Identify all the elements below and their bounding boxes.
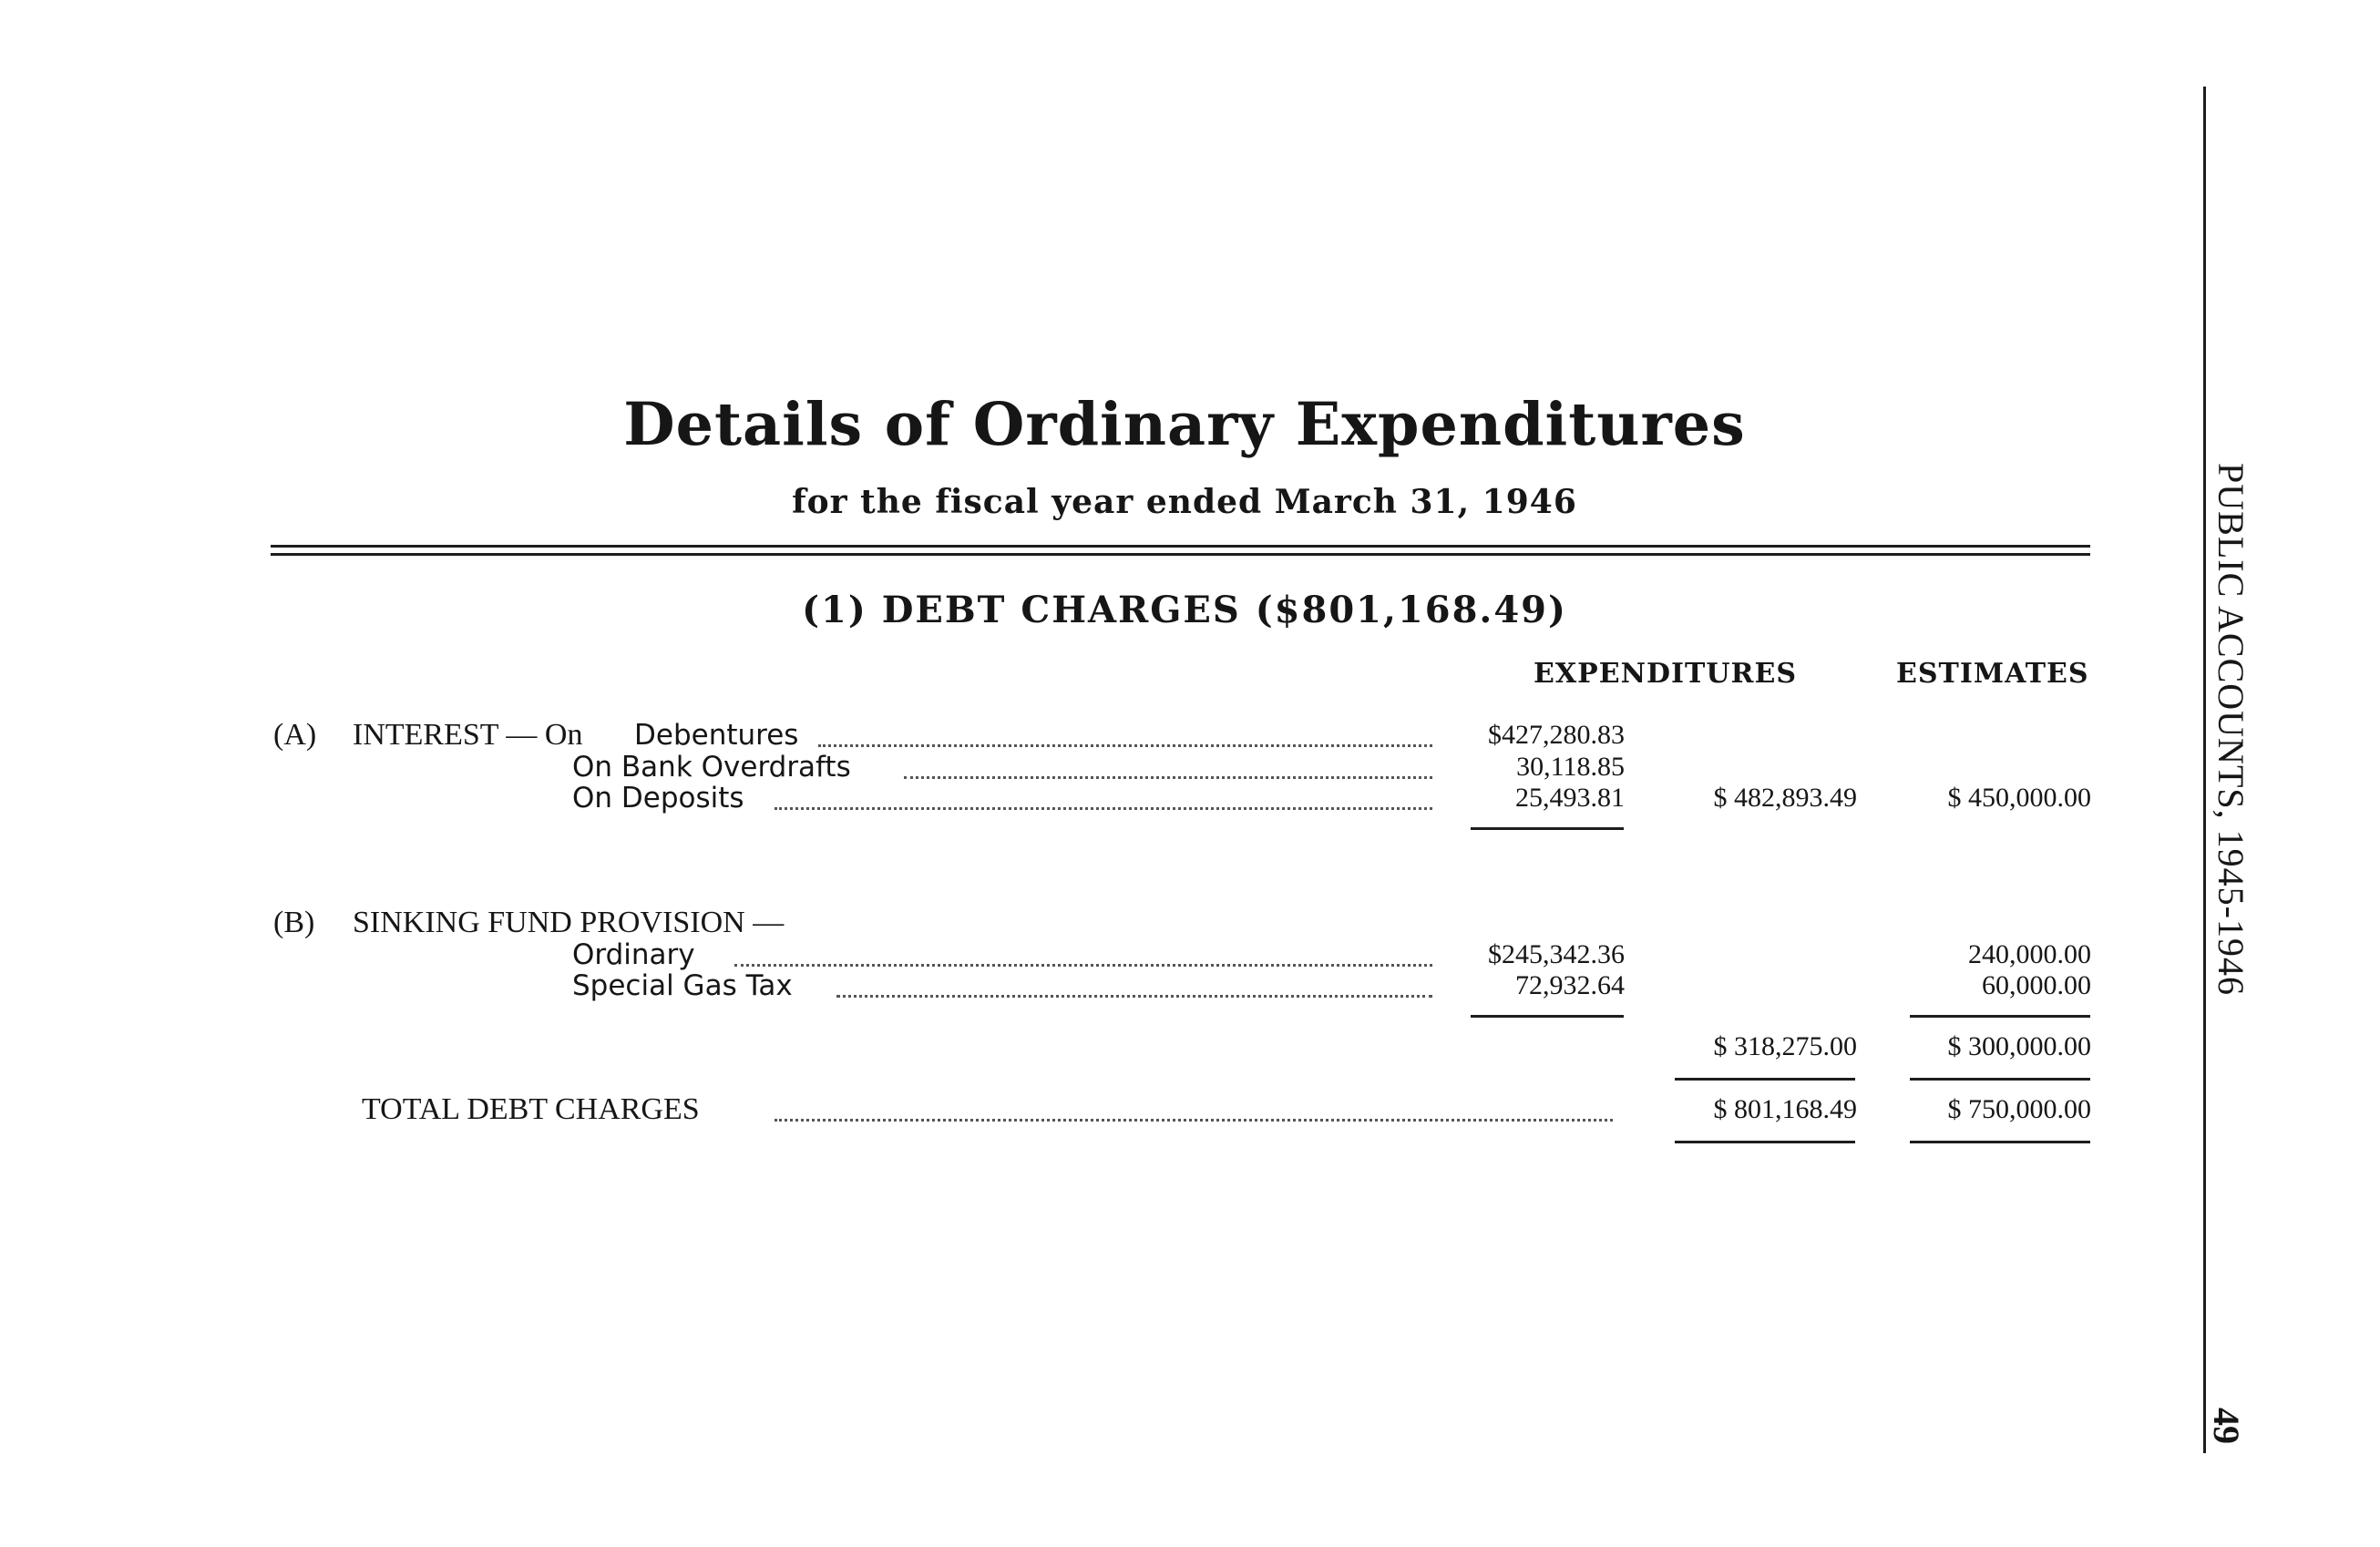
running-head: PUBLIC ACCOUNTS, 1945-1946 <box>2211 463 2252 996</box>
interest-total-estimate: $ 450,000.00 <box>1947 783 2091 813</box>
section-heading: (1) DEBT CHARGES ($801,168.49) <box>802 589 1567 631</box>
interest-item-expenditure: $427,280.83 <box>1488 720 1625 750</box>
leader-dots <box>836 995 1432 998</box>
interest-item-label: Debentures <box>634 719 799 752</box>
sinking-fund-total-estimate: $ 300,000.00 <box>1947 1031 2091 1061</box>
interest-total-expenditure: $ 482,893.49 <box>1713 783 1857 813</box>
sinking-fund-marker: (B) <box>273 906 315 939</box>
column-header-estimates: ESTIMATES <box>1896 658 2089 690</box>
sinking-fund-label: SINKING FUND PROVISION — <box>353 906 785 939</box>
leader-dots <box>775 1119 1613 1122</box>
sinking-fund-item-label: Ordinary <box>572 938 695 971</box>
leader-dots <box>775 807 1432 810</box>
page-number: 49 <box>2206 1408 2247 1444</box>
total-estimate: $ 750,000.00 <box>1947 1094 2091 1124</box>
subtotal-rule <box>1471 1015 1624 1018</box>
sinking-fund-total-expenditure: $ 318,275.00 <box>1713 1031 1857 1061</box>
double-rule-top <box>271 545 2090 548</box>
double-rule-bottom <box>271 553 2090 556</box>
page-title: Details of Ordinary Expenditures <box>623 390 1746 459</box>
page-subtitle: for the fiscal year ended March 31, 1946 <box>792 483 1577 521</box>
interest-item-label: On Bank Overdrafts <box>572 751 851 784</box>
subtotal-rule <box>1675 1078 1855 1081</box>
sinking-fund-item-expenditure: $245,342.36 <box>1488 939 1625 969</box>
leader-dots <box>904 776 1432 779</box>
subtotal-rule <box>1471 827 1624 830</box>
interest-marker: (A) <box>273 718 317 752</box>
interest-item-expenditure: 25,493.81 <box>1515 783 1625 813</box>
subtotal-rule <box>1910 1015 2090 1018</box>
column-header-expenditures: EXPENDITURES <box>1534 658 1797 690</box>
subtotal-rule <box>1910 1078 2090 1081</box>
total-rule <box>1910 1141 2090 1143</box>
sinking-fund-item-estimate: 240,000.00 <box>1968 939 2091 969</box>
interest-item-expenditure: 30,118.85 <box>1516 752 1625 782</box>
total-rule <box>1675 1141 1855 1143</box>
sinking-fund-item-expenditure: 72,932.64 <box>1515 970 1625 1000</box>
interest-label: INTEREST — On <box>353 718 583 752</box>
leader-dots <box>818 744 1432 747</box>
sinking-fund-item-label: Special Gas Tax <box>572 969 793 1002</box>
total-expenditure: $ 801,168.49 <box>1713 1094 1857 1124</box>
interest-item-label: On Deposits <box>572 782 744 814</box>
sinking-fund-item-estimate: 60,000.00 <box>1982 970 2091 1000</box>
total-label: TOTAL DEBT CHARGES <box>362 1092 700 1126</box>
leader-dots <box>734 964 1432 967</box>
